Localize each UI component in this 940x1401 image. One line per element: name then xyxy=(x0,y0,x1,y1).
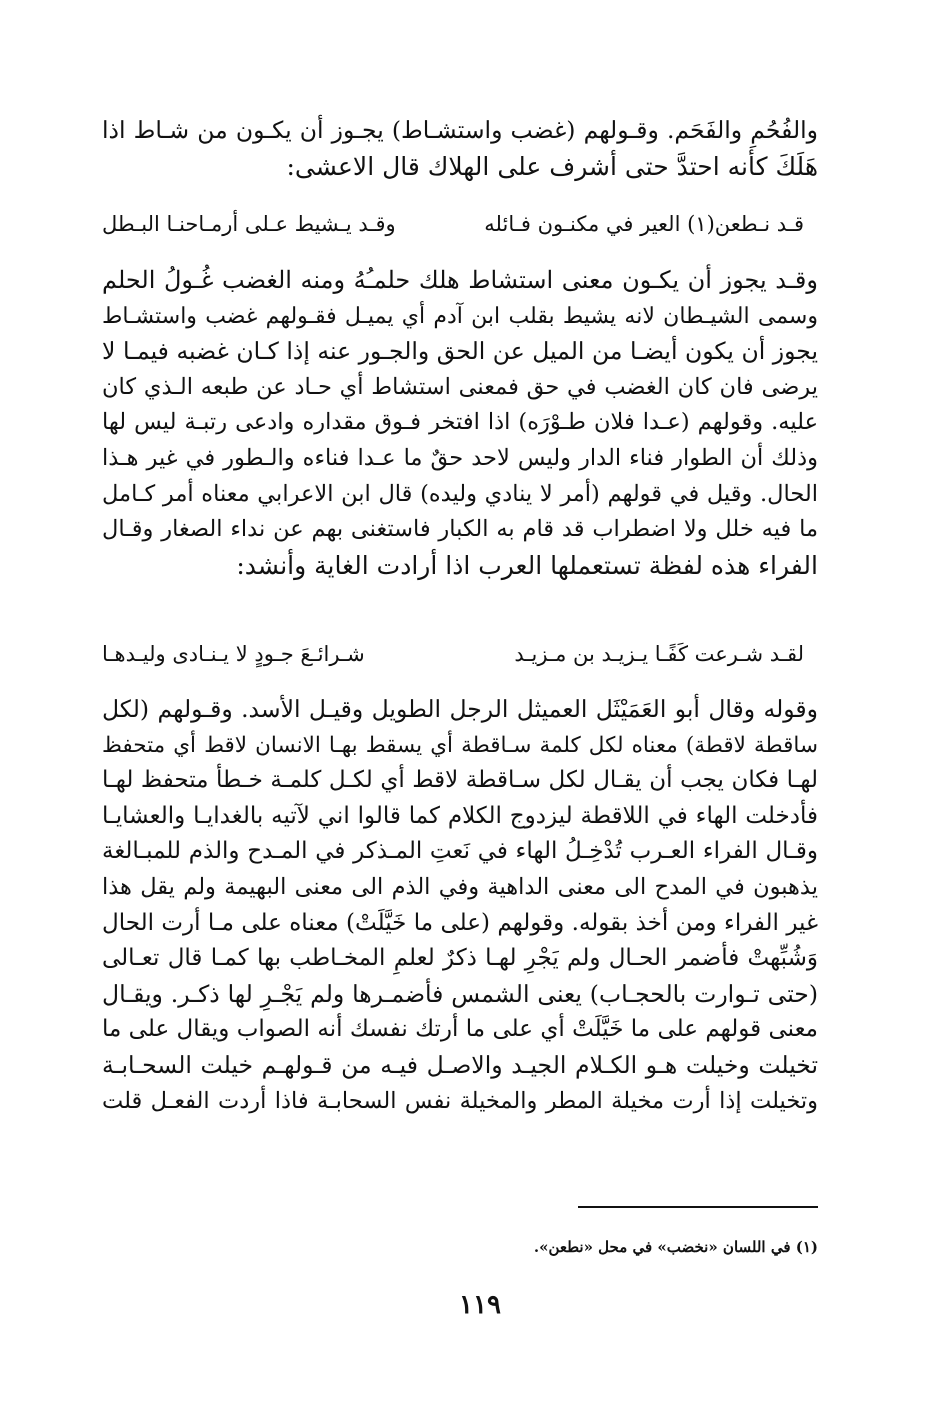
text-line: هَلَكَ كأنه احتدَّ حتى أشرف على الهلاك قال الاعشى: xyxy=(286,151,818,181)
text-line: عليه. وقولهم (عـدا فلان طـوْرَه) اذا افتخر فـوق مقداره وادعى رتبـة ليس لها xyxy=(102,409,818,436)
text-line: (حتى تـوارت بالحجـاب) يعنى الشمس فأضمـرها ولم يَجْـرِ لها ذكـر. ويقـال xyxy=(102,979,818,1008)
text-line: وَشُبِّهتْ فأضمر الحـال ولم يَجْرِ لهـا ذكرٌ لعلمِ المخـاطب بها كمـا قال تعـالى xyxy=(102,945,818,972)
verse-second-hemistich: شـرائـعَ جـودٍ لا يـنـادى وليـدهـا xyxy=(102,642,365,666)
text-line: ما فيه خلل ولا اضطراب قد قام به الكبار فاستغنى بهم عن نداء الصغار وقـال xyxy=(102,516,818,543)
paragraph-3 xyxy=(102,692,818,1119)
text-line: وقـد يجوز أن يكـون معنى استشاط هلك حلمـُهُ ومنه الغضب غُـولُ الحلم xyxy=(102,266,818,294)
page-number: ١١٩ xyxy=(459,1290,501,1320)
text-line: الفراء هذه لفظة تستعملها العرب اذا أرادت الغاية وأنشد: xyxy=(236,550,818,580)
text-line: يجوز أن يكون أيضـا من الميل عن الحق والجـور عنه إذا كـان غضبه فيمـا لا xyxy=(102,337,818,366)
footnote: (١) في اللسان «نخضب» في محل «نطعن». xyxy=(533,1238,818,1256)
verse-first-hemistich: لقـد شـرعت كَفًـا يـزيـد بن مـزيـد xyxy=(514,642,804,666)
text-line: فأدخلت الهاء في اللاقطة ليزدوج الكلام كما قالوا اني لآتيه بالغدايـا والعشايـا xyxy=(102,802,818,829)
verse-1 xyxy=(102,212,818,252)
text-line: والفُحُمِ والفَحَم. وقـولهم (غضب واستشـاط) يجـوز أن يكـون من شـاط اذا xyxy=(102,116,818,144)
footnote-divider xyxy=(578,1206,818,1208)
text-line: يرضى فان كان الغضب في حق فمعنى استشاط أي حـاد عن طبعه الـذي كان xyxy=(102,373,818,400)
text-line: ساقطة لاقطة) معناه لكل كلمة سـاقطة أي يسقط بهـا الانسان لاقط أي متحفظ xyxy=(102,732,818,758)
text-line: يذهبون في المدح الى معنى الداهية وفي الذم الى معنى البهيمة ولم يقل هذا xyxy=(102,873,818,900)
text-line: معنى قولهم على ما خَيَّلَتْ أي على ما أرتك نفسك أنه الصواب ويقال على ما xyxy=(102,1016,818,1043)
text-line: وقوله وقال أبو العَمَيْثَل العميثل الرجل الطويل وقيـل الأسد. وقـولهم (لكل xyxy=(102,695,818,723)
verse-first-hemistich: قـد نـطعن(١) العير في مكنـون فـائله xyxy=(484,212,804,236)
text-line: وسمى الشيـطان لانه يشيط بقلب ابن آدم أي يميـل فقـولهم غضب واستشـاط xyxy=(102,303,818,329)
verse-2 xyxy=(102,642,818,682)
text-line: الحال. وقيل في قولهم (أمر لا ينادي وليده) قال ابن الاعرابي معناه أمر كـامل xyxy=(102,480,818,507)
text-line: وذلك أن الطوار فناء الدار وليس لاحد حقٌ ما عـدا فناءه والـطور في غير هـذا xyxy=(102,444,818,471)
text-line: غير الفراء ومن أخذ بقوله. وقولهم (على ما خَيَّلَتْ) معناه على مـا أرت الحال xyxy=(102,909,818,936)
text-line: وقـال الفراء العـرب تُدْخِـلُ الهاء في نَعتِ المـذكر في المـدح والذم للمبـالغة xyxy=(102,838,818,865)
paragraph-1 xyxy=(102,113,818,184)
paragraph-2 xyxy=(102,263,818,583)
verse-second-hemistich: وقـد يـشيط عـلى أرمـاحنـا البـطل xyxy=(102,212,396,236)
text-line: لهـا فكان يجب أن يقـال لكل سـاقطة لاقط أي لكـل كلمـة خـطأ متحفظ لهـا xyxy=(102,767,818,794)
text-line: تخيلت وخيلت هـو الكـلام الجيـد والاصـل فيـه من قـولهـم خيلت السحـابـة xyxy=(102,1050,818,1079)
text-line: وتخيلت إذا أرت مخيلة المطر والمخيلة نفس السحابـة فاذا أردت الفعـل قلت xyxy=(102,1087,818,1114)
